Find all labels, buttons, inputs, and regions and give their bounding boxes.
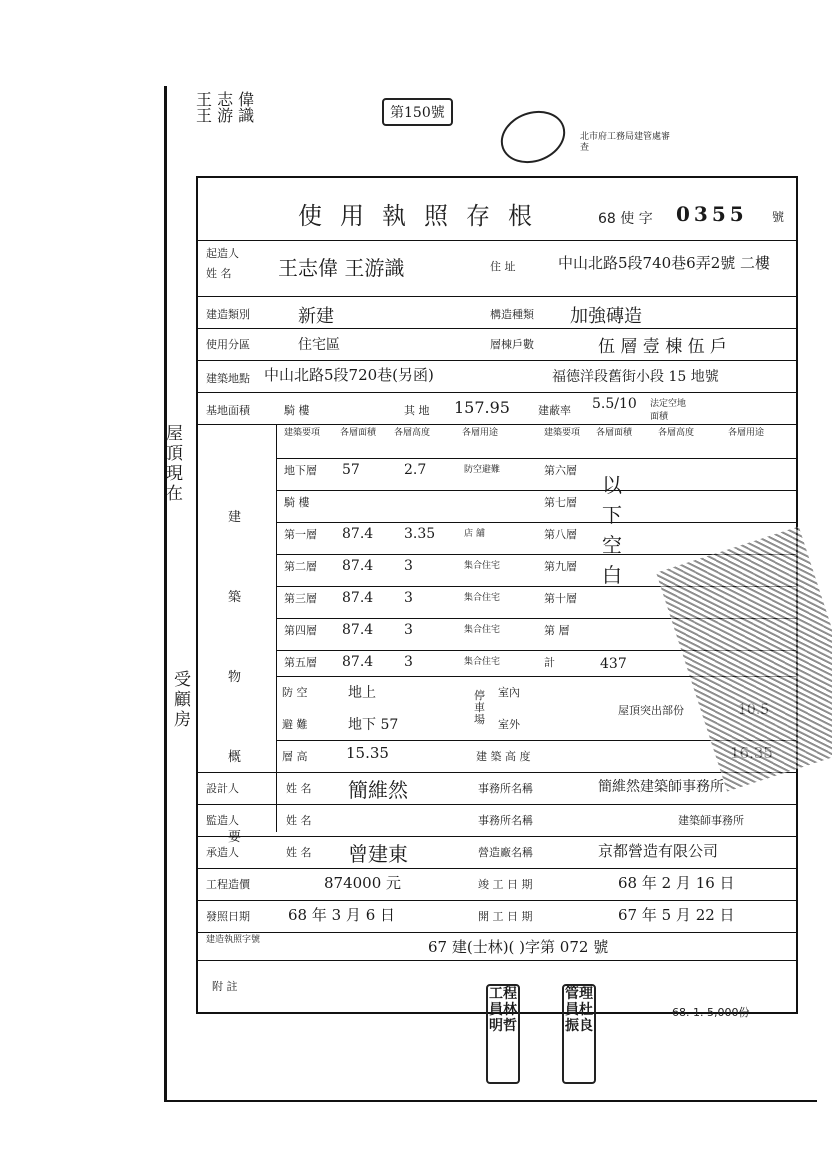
contractor-name-label: 姓 名 xyxy=(286,846,312,859)
floor-height: 3.35 xyxy=(404,526,436,542)
builder-label: 起造人 姓 名 xyxy=(206,247,239,280)
address-label: 住 址 xyxy=(490,260,516,273)
coverage-value: 5.5/10 xyxy=(592,396,637,412)
column-header: 建築要項 xyxy=(544,428,581,438)
floor-height: 3 xyxy=(404,590,413,606)
floor-name: 第二層 xyxy=(284,560,317,573)
license-number: 0355 xyxy=(676,202,748,226)
print-mark: 68. 1. 5,000份 xyxy=(672,1006,750,1019)
permit-value: 67 建(士林)( )字第 072 號 xyxy=(428,938,609,956)
floor-area: 87.4 xyxy=(342,622,374,638)
form-title: 使用執照存根 xyxy=(298,202,550,230)
issue-date-label: 發照日期 xyxy=(206,910,250,923)
legal-open-label: 法定空地面積 xyxy=(650,399,687,422)
open-date-label: 開 工 日 期 xyxy=(478,910,533,923)
parking-label: 停車場 xyxy=(474,689,485,726)
designer-name: 簡維然 xyxy=(348,778,408,802)
floor-name-upper: 第七層 xyxy=(544,496,577,509)
floor-area: 87.4 xyxy=(342,590,374,606)
designer-name-label: 姓 名 xyxy=(286,782,312,795)
structure-label: 構造種類 xyxy=(490,308,534,321)
note-label: 附 註 xyxy=(212,980,238,993)
address-value: 中山北路5段740巷6弄2號 二樓 xyxy=(558,254,771,272)
floor-name-upper: 第 層 xyxy=(544,624,570,637)
contractor-firm: 京都營造有限公司 xyxy=(598,842,719,860)
contractor-label: 承造人 xyxy=(206,846,239,859)
site-value: 中山北路5段720巷(另函) xyxy=(264,366,434,384)
below-blank: 以下空白 xyxy=(602,473,622,587)
area-label: 基地面積 xyxy=(206,404,250,417)
cost-value: 874000 元 xyxy=(324,874,402,892)
floor-name-upper: 第十層 xyxy=(544,592,577,605)
column-header: 建築要項 xyxy=(284,428,321,438)
floor-use: 集合住宅 xyxy=(464,561,501,571)
roof-label: 屋頂突出部份 xyxy=(618,704,684,717)
column-header: 各層用途 xyxy=(728,428,765,438)
column-header: 各層面積 xyxy=(596,428,633,438)
completion-label: 竣 工 日 期 xyxy=(478,878,533,891)
column-header: 各層用途 xyxy=(462,428,499,438)
floor-name: 第五層 xyxy=(284,656,317,669)
floor-name: 第一層 xyxy=(284,528,317,541)
height-label: 層 高 xyxy=(282,750,308,763)
permit-label: 建造執照字號 xyxy=(206,935,261,945)
floors-value: 伍 層 壹 棟 伍 戶 xyxy=(598,337,728,357)
other-value: 157.95 xyxy=(454,398,510,417)
column-header: 各層面積 xyxy=(340,428,377,438)
manager-stamp: 管理員杜振良 xyxy=(562,984,596,1084)
floor-name: 第三層 xyxy=(284,592,317,605)
floor-height: 3 xyxy=(404,558,413,574)
column-header: 各層高度 xyxy=(394,428,431,438)
category-value: 新建 xyxy=(298,306,334,327)
engineer-stamp: 工程員林明哲 xyxy=(486,984,520,1084)
open-date-value: 67 年 5 月 22 日 xyxy=(618,906,735,924)
other-label: 其 地 xyxy=(404,404,430,417)
refuge-label: 避 難 xyxy=(282,718,308,731)
floor-name: 第四層 xyxy=(284,624,317,637)
completion-value: 68 年 2 月 16 日 xyxy=(618,874,735,892)
floor-name: 地下層 xyxy=(284,464,317,477)
floor-use: 店 舖 xyxy=(464,529,485,539)
floor-area: 87.4 xyxy=(342,558,374,574)
contractor-name: 曾建東 xyxy=(348,842,408,866)
side-printed-text: 北市府工務局建管處審查 xyxy=(580,132,671,153)
arcade-label: 騎 樓 xyxy=(284,404,310,417)
floor-use: 集合住宅 xyxy=(464,625,501,635)
parking-indoor: 室內 xyxy=(498,686,520,699)
refuge-value: 地下 57 xyxy=(348,717,399,733)
structure-value: 加強磚造 xyxy=(570,306,642,327)
license-prefix: 68 使 字 xyxy=(598,211,653,227)
floor-name-upper: 第八層 xyxy=(544,528,577,541)
issue-date-value: 68 年 3 月 6 日 xyxy=(288,906,396,924)
summary-label: 建 築 物 概 要 xyxy=(228,510,242,845)
floor-area: 87.4 xyxy=(342,526,374,542)
license-suffix: 號 xyxy=(772,210,785,224)
top-names: 王 志 偉 王 游 識 xyxy=(196,90,255,125)
supervisor-label: 監造人 xyxy=(206,814,239,827)
floor-height: 3 xyxy=(404,654,413,670)
shelter-label: 防 空 xyxy=(282,686,308,699)
floor-area: 57 xyxy=(342,462,360,478)
shelter-value: 地上 xyxy=(348,685,376,701)
column-header: 各層高度 xyxy=(658,428,695,438)
site-label: 建築地點 xyxy=(206,372,250,385)
designer-office: 簡維然建築師事務所 xyxy=(598,779,724,795)
floor-name: 騎 樓 xyxy=(284,496,310,509)
floor-area: 87.4 xyxy=(342,654,374,670)
section-value: 福德洋段舊街小段 15 地號 xyxy=(552,369,719,385)
coverage-label: 建蔽率 xyxy=(538,404,571,417)
floors-label: 層棟戶數 xyxy=(490,338,534,351)
side-note-top: 屋頂現在 xyxy=(166,424,183,504)
file-number-stamp: 第150號 xyxy=(382,98,453,126)
builder-name: 王志偉 王游識 xyxy=(278,256,405,280)
floor-height: 2.7 xyxy=(404,462,427,478)
category-label: 建造類別 xyxy=(206,308,250,321)
parking-outdoor: 室外 xyxy=(498,718,520,731)
floor-name-upper: 第六層 xyxy=(544,464,577,477)
supervisor-name-label: 姓 名 xyxy=(286,814,312,827)
height-value: 15.35 xyxy=(346,744,389,762)
cost-label: 工程造價 xyxy=(206,878,250,891)
floor-use: 防空避難 xyxy=(464,465,501,475)
designer-label: 設計人 xyxy=(206,782,239,795)
supervisor-office: 建築師事務所 xyxy=(678,814,744,827)
side-note-bottom: 受顧房 xyxy=(174,670,191,730)
floor-name-upper: 第九層 xyxy=(544,560,577,573)
contractor-firm-label: 營造廠名稱 xyxy=(478,846,533,859)
floor-use: 集合住宅 xyxy=(464,593,501,603)
building-height-label: 建 築 高 度 xyxy=(476,750,531,763)
floor-name-upper: 計 xyxy=(544,656,555,669)
use-zone-value: 住宅區 xyxy=(298,337,340,353)
total-value: 437 xyxy=(600,656,627,672)
floor-use: 集合住宅 xyxy=(464,657,501,667)
designer-office-label: 事務所名稱 xyxy=(478,782,533,795)
supervisor-office-label: 事務所名稱 xyxy=(478,814,533,827)
floor-height: 3 xyxy=(404,622,413,638)
use-zone-label: 使用分區 xyxy=(206,338,250,351)
